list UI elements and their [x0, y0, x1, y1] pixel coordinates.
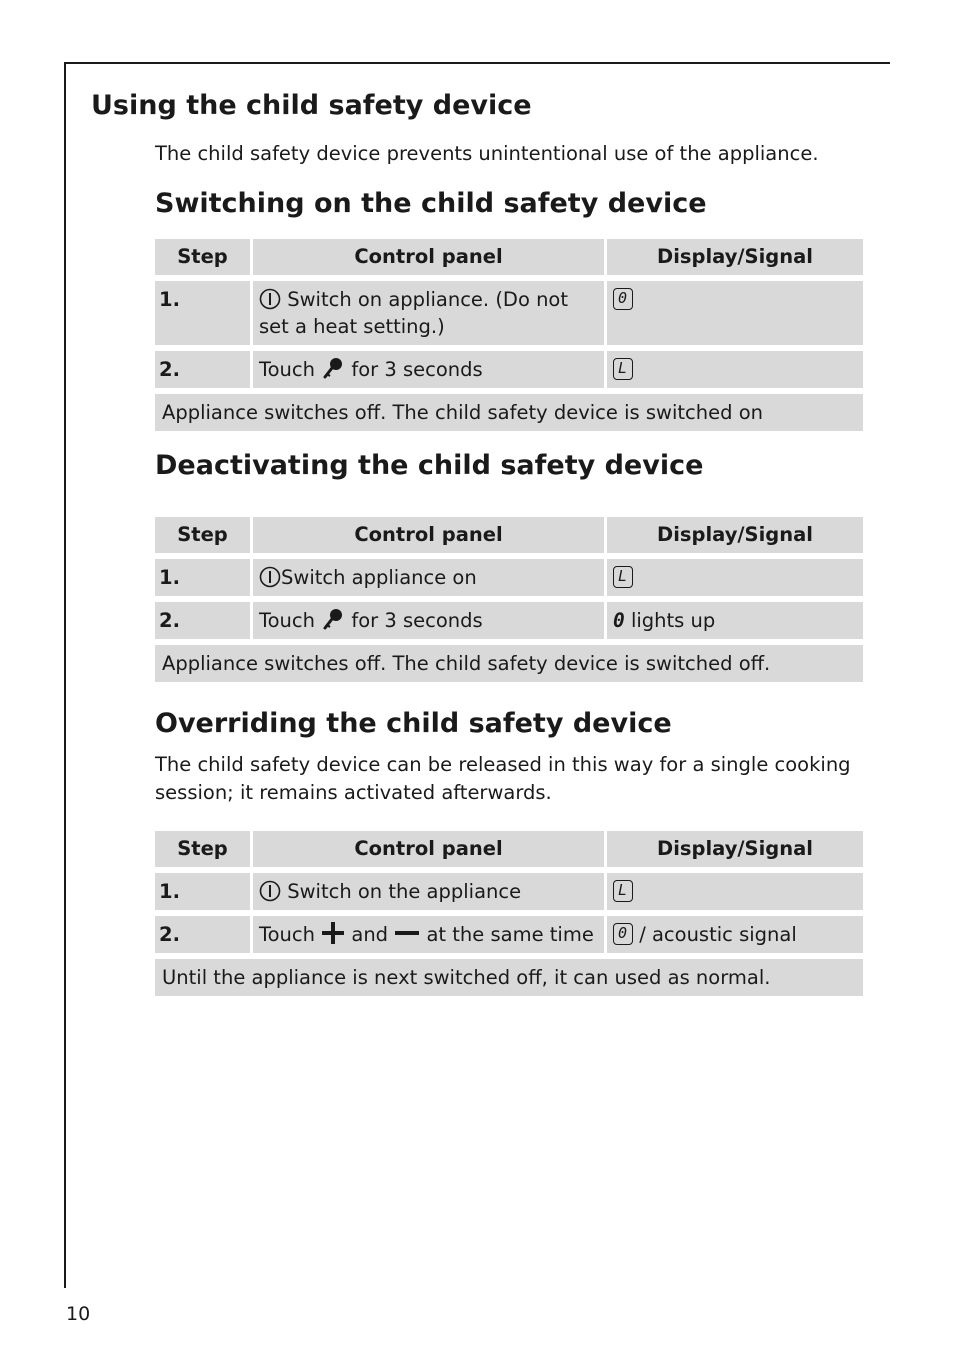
page-title: Using the child safety device — [91, 90, 532, 121]
display-cell — [604, 559, 863, 596]
table-header-row — [155, 831, 863, 867]
display-lock-l-icon: L — [613, 358, 633, 380]
step-number: 2. — [155, 916, 250, 953]
overriding-table — [155, 825, 863, 1002]
control-cell — [250, 873, 604, 910]
display-cell — [604, 351, 863, 388]
display-zero-icon: 0 — [613, 609, 625, 632]
plus-icon — [321, 921, 345, 945]
display-zero-icon: 0 — [613, 923, 633, 945]
display-cell — [604, 281, 863, 345]
table-note-row — [155, 645, 863, 682]
control-cell — [250, 916, 604, 953]
frame-top-rule — [64, 62, 890, 64]
frame-left-rule — [64, 62, 66, 1288]
control-text: Switch on the appliance — [287, 880, 522, 903]
table-header-row — [155, 517, 863, 553]
step-number: 1. — [155, 281, 250, 345]
column-header-step: Step — [155, 517, 250, 553]
table-row — [155, 873, 863, 910]
table-row — [155, 281, 863, 345]
table-row — [155, 351, 863, 388]
display-cell — [604, 873, 863, 910]
table-row — [155, 559, 863, 596]
control-text-after: for 3 seconds — [351, 609, 483, 632]
table-header-row — [155, 239, 863, 275]
control-text-before: Touch — [259, 358, 315, 381]
minus-icon — [394, 921, 420, 945]
column-header-control-panel: Control panel — [250, 517, 604, 553]
intro-text: The child safety device prevents unintentional use of the appliance. — [155, 142, 819, 165]
display-text: / acoustic signal — [639, 923, 797, 946]
control-cell — [250, 602, 604, 639]
section-title-deactivating: Deactivating the child safety device — [155, 450, 704, 481]
table-row — [155, 916, 863, 953]
table-note: Appliance switches off. The child safety device is switched on — [155, 394, 863, 431]
control-cell — [250, 281, 604, 345]
column-header-display-signal: Display/Signal — [604, 239, 863, 275]
table-note: Appliance switches off. The child safety device is switched off. — [155, 645, 863, 682]
page-number: 10 — [66, 1303, 91, 1325]
deactivating-table — [155, 511, 863, 688]
control-text-after: at the same time — [426, 923, 594, 946]
control-text: Switch on appliance. (Do not set a heat setting.) — [259, 288, 569, 338]
column-header-display-signal: Display/Signal — [604, 831, 863, 867]
switching-on-table — [155, 233, 863, 437]
step-number: 1. — [155, 559, 250, 596]
power-icon — [259, 566, 281, 588]
control-text-before: Touch — [259, 609, 315, 632]
display-lock-l-icon: L — [613, 566, 633, 588]
display-cell — [604, 916, 863, 953]
column-header-control-panel: Control panel — [250, 239, 604, 275]
table-note-row — [155, 959, 863, 996]
step-number: 2. — [155, 351, 250, 388]
table-note-row — [155, 394, 863, 431]
display-cell — [604, 602, 863, 639]
control-text-mid: and — [351, 923, 389, 946]
column-header-step: Step — [155, 831, 250, 867]
key-icon — [321, 607, 345, 631]
column-header-control-panel: Control panel — [250, 831, 604, 867]
section-title-overriding: Overriding the child safety device — [155, 708, 672, 739]
display-text: lights up — [630, 609, 716, 632]
power-icon — [259, 880, 281, 902]
key-icon — [321, 356, 345, 380]
column-header-display-signal: Display/Signal — [604, 517, 863, 553]
control-text-before: Touch — [259, 923, 315, 946]
control-cell — [250, 559, 604, 596]
table-row — [155, 602, 863, 639]
table-note: Until the appliance is next switched off, it can used as normal. — [155, 959, 863, 996]
control-text-after: for 3 seconds — [351, 358, 483, 381]
control-cell — [250, 351, 604, 388]
control-text: Switch appliance on — [281, 566, 477, 589]
step-number: 2. — [155, 602, 250, 639]
column-header-step: Step — [155, 239, 250, 275]
overriding-paragraph: The child safety device can be released in this way for a single cooking session; it remains activated afterwards. — [155, 753, 851, 804]
step-number: 1. — [155, 873, 250, 910]
section-title-switching-on: Switching on the child safety device — [155, 188, 707, 219]
power-icon — [259, 288, 281, 310]
display-zero-icon: 0 — [613, 288, 633, 310]
display-lock-l-icon: L — [613, 880, 633, 902]
